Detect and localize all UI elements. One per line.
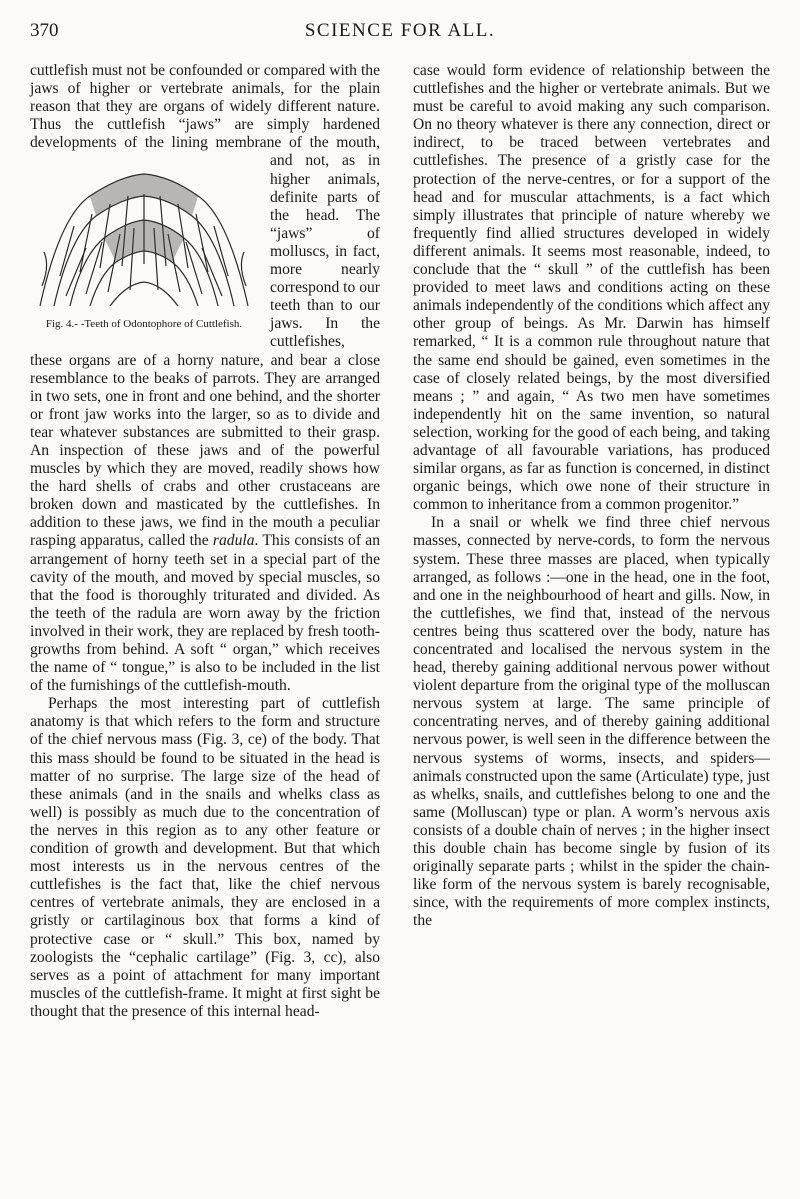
paragraph-snail-nervous-system: In a snail or whelk we find three chief nervous masses, connected by nerve-cords, to form the nervous system. These three masses are placed, when typically arranged, as follows :—one in the head, one in the foot, and one in the neighbourhood of heart and gills. Now, in the cuttlefishes, we find that, instead of the nervous centres being thus scattered over the body, nature has concentrated and localised the nervous system in the head, thereby gaining additional nervous power without violent departure from the original type of the molluscan nervous system at large. The same principle of concentrating nerves, and of thereby gaining additional nervous power, is well seen in the difference between the nervous systems of worms, insects, and spiders—animals constructed upon the same (Articulate) type, just as whelks, snails, and cuttlefishes belong to one and the same (Molluscan) type or plan. A worm’s nervous axis consists of a double chain of nerves ; in the higher insect this double chain has become single by fusion of its originally separate parts ; whilst in the spider the chain-like form of the nervous system is barely recognisable, since, with the requirements of more complex instincts, the bbox=[413, 514, 770, 930]
paragraph-nervous-mass: Perhaps the most interesting part of cuttlefish anatomy is that which refers to the form and structure of the chief nervous mass (Fig. 3, ce) of the body. That this mass should be found to be situated in the head is matter of no surprise. The large size of the head of these animals (and in the snails and whelks class as well) is possibly as much due to the concentration of the nerves in this region as to any other feature or condition of growth and development. But that which most interests us in the nervous centres of the cuttlefishes is the fact that, like the chief nervous centres of vertebrate animals, they are enclosed in a gristly or cartilaginous box that forms a kind of protective case or “ skull.” This box, named by zoologists the “cephalic cartilage” (Fig. 3, cc), also serves as a point of attachment for many important muscles of the cuttlefish-frame. It might at first sight be thought that the presence of this internal head- bbox=[30, 695, 380, 1020]
paragraph-head-case: case would form evidence of relationship between the cuttlefishes and the higher or vertebrate animals. But we must be careful to avoid making any such comparison. On no theory whatever is there any connection, direct or indirect, to be traced between vertebrates and cuttlefishes. The presence of a gristly case for the protection of the nerve-centres, or for a support of the head and for muscular attachments, is a fact which simply illustrates that principle of nature whereby we frequently find allied structures developed in widely different animals. It seems most reasonable, indeed, to conclude that the “ skull ” of the cuttlefish has been provided to meet laws and conditions acting on these animals independently of the conditions which affect any other group of beings. As Mr. Darwin has himself remarked, “ It is a common rule throughout nature that the same end should be gained, even sometimes in the case of closely related beings, by the most diversified means ; ” and again, “ As two men have sometimes independently hit on the same invention, so natural selection, working for the good of each being, and taking advantage of all favourable variations, has produced similar organs, as far as function is concerned, in distinct organic beings, which owe none of their structure in common to inheritance from a common progenitor.” bbox=[413, 62, 770, 514]
page-number: 370 bbox=[30, 20, 59, 41]
radula-term: radula bbox=[212, 532, 255, 550]
paragraph-intro bbox=[30, 62, 380, 695]
right-column bbox=[413, 62, 770, 931]
left-column bbox=[30, 62, 380, 1021]
page-header bbox=[30, 20, 770, 46]
figure-caption: Fig. 4.- -Teeth of Odontophore of Cuttlefish. bbox=[45, 318, 243, 331]
odontophore-teeth-illustration bbox=[30, 156, 258, 316]
paragraph-intro-end: . This consists of an arrangement of horny teeth set in a special part of the cavity of the mouth, and moved by special muscles, so that the food is thoroughly triturated and divided. As the teeth of the radula are worn away by the friction involved in their work, they are replaced by fresh tooth-growths from behind. A soft “ organ,” which receives the name of “ tongue,” is also to be included in the list of the furnishings of the cuttlefish-mouth. bbox=[30, 532, 380, 695]
paragraph-intro-start: cuttlefish must not be confounded or compared with the jaws of higher or vertebrate animals, for the plain reason that they are organs of widely different nature. Thus the cuttlefish “jaws” are simply hardened developments of the lining membrane of bbox=[30, 62, 380, 152]
figure-odontophore bbox=[30, 156, 258, 330]
paragraph-intro-continued: the mouth, and not, as in higher animals, definite parts of the head. The “jaws” of molluscs, in fact, more nearly correspond to our teeth than to our jaws. In the cuttlefishes, these organs are of a horny nature, and bear a close resemblance to the beaks of parrots. They are arranged in two sets, one in front and one behind, and the shorter or front jaw works into the larger, so as to divide and tear whatever substances are submitted to their grasp. An inspection of these jaws and of the powerful muscles by which they are moved, readily shows how the hard shells of crabs and other crustaceans are broken down and masticated by the cuttlefishes. In addition to these jaws, we find in the mouth a peculiar rasping apparatus, called the bbox=[30, 134, 380, 550]
running-title: SCIENCE FOR ALL. bbox=[304, 20, 496, 41]
